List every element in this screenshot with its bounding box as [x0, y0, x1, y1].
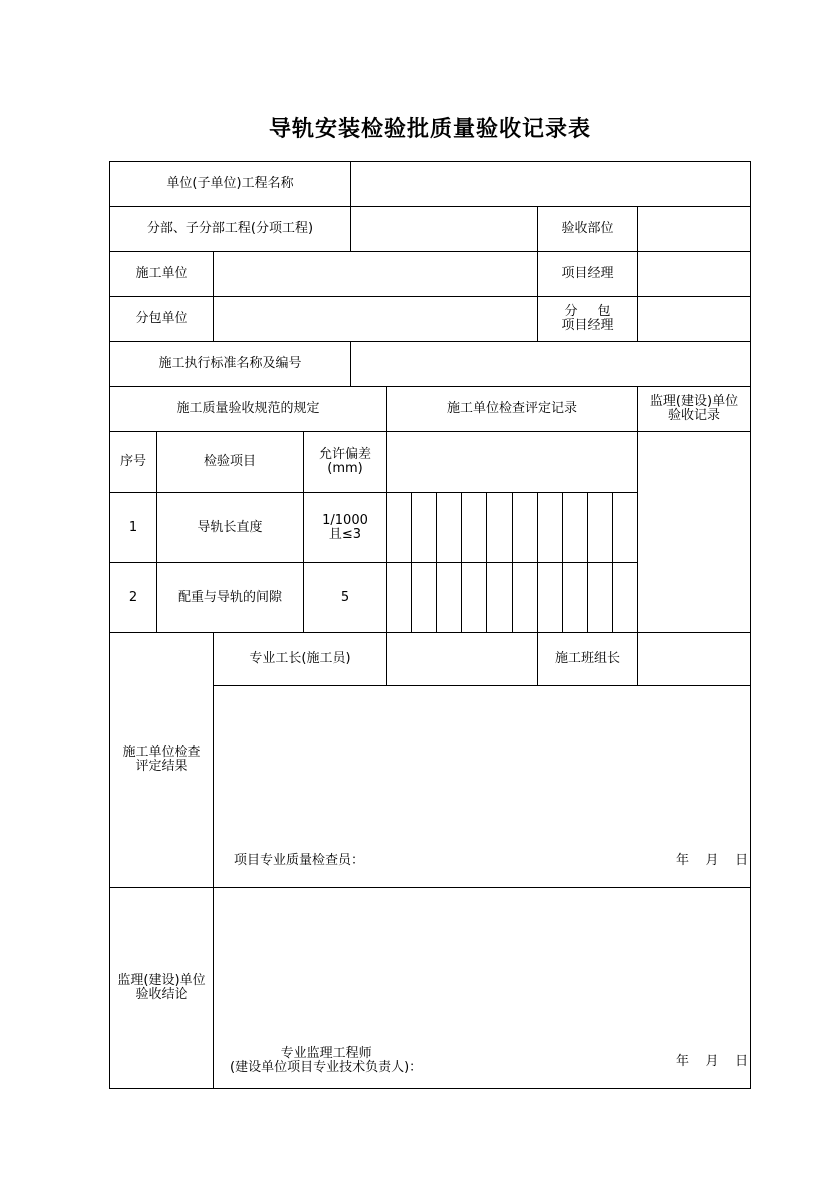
date-day: 日	[735, 1054, 749, 1069]
measurement-cell[interactable]	[587, 492, 613, 563]
table-row-tolerance: 5	[303, 562, 387, 633]
acceptance-part-field[interactable]	[637, 206, 751, 252]
measurement-cell[interactable]	[537, 492, 563, 563]
standard-label: 施工执行标准名称及编号	[109, 341, 351, 387]
table-row-item: 配重与导轨的间隙	[156, 562, 304, 633]
table-row-seq: 2	[109, 562, 157, 633]
team-leader-field[interactable]	[637, 632, 751, 686]
measurement-cell[interactable]	[386, 562, 412, 633]
measurement-cell[interactable]	[461, 492, 487, 563]
table-row-item: 导轨长直度	[156, 492, 304, 563]
measurement-cell[interactable]	[537, 562, 563, 633]
table-row-seq: 1	[109, 492, 157, 563]
conclusion-date	[676, 1055, 748, 1069]
standard-field[interactable]	[350, 341, 751, 387]
project-name-label: 单位(子单位)工程名称	[109, 161, 351, 207]
measurement-cell[interactable]	[436, 492, 462, 563]
measurement-cell[interactable]	[486, 562, 513, 633]
supervisor-record-header: 监理(建设)单位 验收记录	[637, 386, 751, 432]
foreman-field[interactable]	[386, 632, 538, 686]
sub-project-manager-label: 分 包 项目经理	[537, 296, 638, 342]
inspection-date	[676, 854, 748, 868]
acceptance-part-label: 验收部位	[537, 206, 638, 252]
contractor-field[interactable]	[213, 251, 538, 297]
inspector-label: 项目专业质量检查员：	[234, 853, 365, 868]
engineer-label: 专业监理工程师 (建设单位项目专业技术负责人)：	[230, 1046, 423, 1075]
date-year: 年	[676, 1054, 690, 1069]
sub-project-field[interactable]	[350, 206, 538, 252]
date-day: 日	[735, 853, 749, 868]
subcontractor-field[interactable]	[213, 296, 538, 342]
supervisor-record-field[interactable]	[637, 431, 751, 633]
measurement-cell[interactable]	[587, 562, 613, 633]
project-manager-label: 项目经理	[537, 251, 638, 297]
subcontractor-label: 分包单位	[109, 296, 214, 342]
measurement-cell[interactable]	[612, 492, 638, 563]
supervisor-conclusion-label: 监理(建设)单位 验收结论	[109, 887, 214, 1089]
sub-project-manager-field[interactable]	[637, 296, 751, 342]
form-title: 导轨安装检验批质量验收记录表	[268, 116, 591, 142]
item-column-header: 检验项目	[156, 431, 304, 493]
project-manager-field[interactable]	[637, 251, 751, 297]
project-name-field[interactable]	[350, 161, 751, 207]
sub-project-label: 分部、子分部工程(分项工程)	[109, 206, 351, 252]
measurement-cell[interactable]	[461, 562, 487, 633]
measurement-cell[interactable]	[562, 492, 588, 563]
spec-header: 施工质量验收规范的规定	[109, 386, 387, 432]
contractor-label: 施工单位	[109, 251, 214, 297]
measurement-cell[interactable]	[411, 492, 437, 563]
contractor-record-header: 施工单位检查评定记录	[386, 386, 638, 432]
record-area-header	[386, 431, 638, 493]
seq-column-header: 序号	[109, 431, 157, 493]
measurement-cell[interactable]	[562, 562, 588, 633]
measurement-cell[interactable]	[436, 562, 462, 633]
measurement-cell[interactable]	[386, 492, 412, 563]
contractor-result-label: 施工单位检查 评定结果	[109, 632, 214, 888]
measurement-cell[interactable]	[512, 492, 538, 563]
date-month: 月	[705, 853, 719, 868]
measurement-cell[interactable]	[411, 562, 437, 633]
table-row-tolerance: 1/1000 且≤3	[303, 492, 387, 563]
team-leader-label: 施工班组长	[537, 632, 638, 686]
foreman-label: 专业工长(施工员)	[213, 632, 387, 686]
measurement-cell[interactable]	[612, 562, 638, 633]
measurement-cell[interactable]	[486, 492, 513, 563]
date-year: 年	[676, 853, 690, 868]
tolerance-column-header: 允许偏差 (mm)	[303, 431, 387, 493]
measurement-cell[interactable]	[512, 562, 538, 633]
date-month: 月	[705, 1054, 719, 1069]
